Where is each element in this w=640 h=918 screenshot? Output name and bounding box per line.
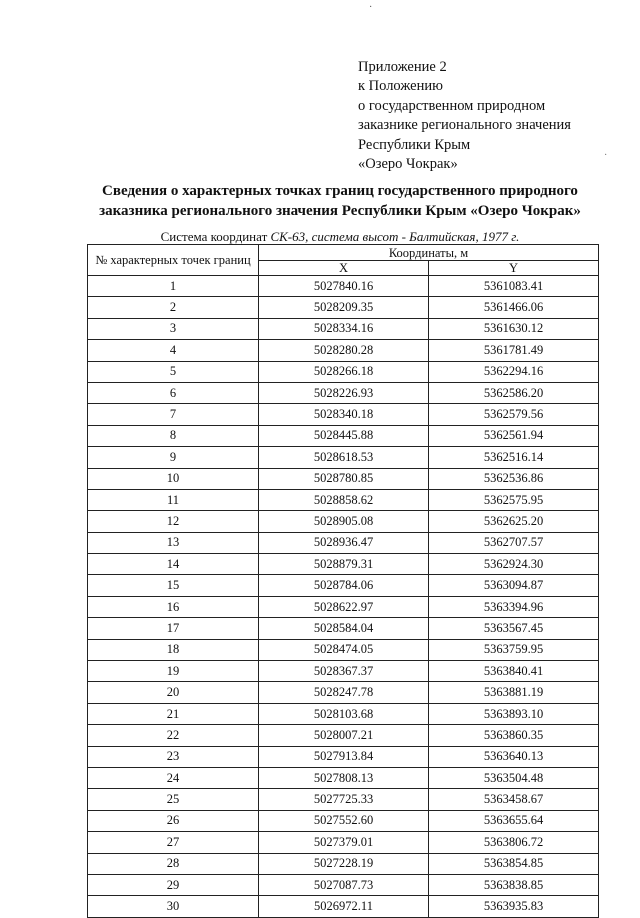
- x-coordinate-cell: 5027379.01: [259, 832, 429, 853]
- appendix-line: «Озеро Чокрак»: [358, 156, 458, 173]
- y-coordinate-cell: 5363935.83: [429, 896, 599, 917]
- y-coordinate-cell: 5362575.95: [429, 489, 599, 510]
- x-coordinate-cell: 5028367.37: [259, 661, 429, 682]
- appendix-line: Республики Крым: [358, 136, 471, 153]
- x-coordinate-cell: 5027725.33: [259, 789, 429, 810]
- table-row: [88, 361, 599, 382]
- table-row: [88, 297, 599, 318]
- point-number-cell: 17: [88, 618, 259, 639]
- point-number-cell: 30: [88, 896, 259, 917]
- x-coordinate-cell: 5028340.18: [259, 404, 429, 425]
- y-coordinate-cell: 5363759.95: [429, 639, 599, 660]
- y-coordinate-cell: 5362586.20: [429, 382, 599, 403]
- point-number-cell: 29: [88, 874, 259, 895]
- appendix-line: Приложение 2: [358, 59, 447, 75]
- x-coordinate-cell: 5028247.78: [259, 682, 429, 703]
- y-coordinate-cell: 5363640.13: [429, 746, 599, 767]
- y-coordinate-cell: 5363838.85: [429, 874, 599, 895]
- table-row: [88, 789, 599, 810]
- caption-prefix: Система координат: [160, 229, 271, 244]
- y-coordinate-cell: 5362536.86: [429, 468, 599, 489]
- y-coordinate-cell: 5362294.16: [429, 361, 599, 382]
- x-coordinate-cell: 5028445.88: [259, 425, 429, 446]
- point-number-cell: 4: [88, 340, 259, 361]
- point-number-cell: 27: [88, 832, 259, 853]
- title-line-2: заказника регионального значения Республики Крым «Озеро Чокрак»: [99, 203, 581, 219]
- point-number-cell: 8: [88, 425, 259, 446]
- point-number-cell: 19: [88, 661, 259, 682]
- y-coordinate-cell: 5361466.06: [429, 297, 599, 318]
- y-coordinate-cell: 5363893.10: [429, 703, 599, 724]
- point-number-cell: 7: [88, 404, 259, 425]
- table-row: [88, 703, 599, 724]
- table-row: [88, 489, 599, 510]
- y-coordinate-cell: 5363806.72: [429, 832, 599, 853]
- x-coordinate-cell: 5027840.16: [259, 276, 429, 297]
- x-coordinate-cell: 5028622.97: [259, 596, 429, 617]
- point-number-cell: 14: [88, 554, 259, 575]
- point-number-cell: 16: [88, 596, 259, 617]
- y-coordinate-cell: 5362516.14: [429, 447, 599, 468]
- y-coordinate-cell: 5362561.94: [429, 425, 599, 446]
- x-coordinate-cell: 5028266.18: [259, 361, 429, 382]
- table-row: [88, 682, 599, 703]
- table-row: [88, 639, 599, 660]
- y-coordinate-cell: 5362924.30: [429, 554, 599, 575]
- table-body: [88, 276, 599, 918]
- point-number-cell: 23: [88, 746, 259, 767]
- x-coordinate-cell: 5028007.21: [259, 725, 429, 746]
- point-number-cell: 28: [88, 853, 259, 874]
- x-coordinate-cell: 5027228.19: [259, 853, 429, 874]
- x-coordinate-cell: 5028905.08: [259, 511, 429, 532]
- point-number-cell: 1: [88, 276, 259, 297]
- header-y: Y: [429, 261, 599, 276]
- x-coordinate-cell: 5027913.84: [259, 746, 429, 767]
- point-number-cell: 21: [88, 703, 259, 724]
- x-coordinate-cell: 5028474.05: [259, 639, 429, 660]
- y-coordinate-cell: 5361781.49: [429, 340, 599, 361]
- point-number-cell: 12: [88, 511, 259, 532]
- point-number-cell: 15: [88, 575, 259, 596]
- document-title: [60, 181, 620, 221]
- x-coordinate-cell: 5028879.31: [259, 554, 429, 575]
- table-row: [88, 810, 599, 831]
- table-row: [88, 661, 599, 682]
- appendix-header: [358, 58, 628, 174]
- x-coordinate-cell: 5028226.93: [259, 382, 429, 403]
- point-number-cell: 9: [88, 447, 259, 468]
- caption-italic: СК-63, система высот - Балтийская, 1977 г.: [270, 229, 520, 244]
- point-number-cell: 3: [88, 318, 259, 339]
- x-coordinate-cell: 5028936.47: [259, 532, 429, 553]
- table-row: [88, 853, 599, 874]
- table-row: [88, 382, 599, 403]
- y-coordinate-cell: 5363854.85: [429, 853, 599, 874]
- y-coordinate-cell: 5363504.48: [429, 767, 599, 788]
- point-number-cell: 11: [88, 489, 259, 510]
- y-coordinate-cell: 5362707.57: [429, 532, 599, 553]
- point-number-cell: 26: [88, 810, 259, 831]
- point-number-cell: 20: [88, 682, 259, 703]
- y-coordinate-cell: 5362625.20: [429, 511, 599, 532]
- x-coordinate-cell: 5028209.35: [259, 297, 429, 318]
- coordinates-table: [87, 244, 599, 918]
- table-row: [88, 896, 599, 917]
- point-number-cell: 22: [88, 725, 259, 746]
- y-coordinate-cell: 5362579.56: [429, 404, 599, 425]
- table-row: [88, 596, 599, 617]
- table-row: [88, 318, 599, 339]
- table-row: [88, 832, 599, 853]
- table-row: [88, 425, 599, 446]
- y-coordinate-cell: 5363094.87: [429, 575, 599, 596]
- y-coordinate-cell: 5361083.41: [429, 276, 599, 297]
- x-coordinate-cell: 5028784.06: [259, 575, 429, 596]
- point-number-cell: 10: [88, 468, 259, 489]
- x-coordinate-cell: 5028618.53: [259, 447, 429, 468]
- table-row: [88, 725, 599, 746]
- table-row: [88, 532, 599, 553]
- x-coordinate-cell: 5027808.13: [259, 767, 429, 788]
- table-row: [88, 618, 599, 639]
- appendix-line: заказнике регионального значения: [358, 117, 571, 134]
- y-coordinate-cell: 5363881.19: [429, 682, 599, 703]
- table-row: [88, 575, 599, 596]
- coordinate-system-caption: [140, 229, 540, 244]
- x-coordinate-cell: 5028584.04: [259, 618, 429, 639]
- point-number-cell: 2: [88, 297, 259, 318]
- header-coordinates: Координаты, м: [259, 245, 599, 261]
- x-coordinate-cell: 5028858.62: [259, 489, 429, 510]
- appendix-line: к Положению: [358, 78, 443, 95]
- point-number-cell: 24: [88, 767, 259, 788]
- x-coordinate-cell: 5027552.60: [259, 810, 429, 831]
- y-coordinate-cell: 5363840.41: [429, 661, 599, 682]
- header-point-number: № характерных точек границ: [88, 245, 259, 276]
- title-line-1: Сведения о характерных точках границ государственного природного: [102, 183, 578, 199]
- y-coordinate-cell: 5363655.64: [429, 810, 599, 831]
- x-coordinate-cell: 5026972.11: [259, 896, 429, 917]
- y-coordinate-cell: 5363860.35: [429, 725, 599, 746]
- table-row: [88, 511, 599, 532]
- table-row: [88, 746, 599, 767]
- x-coordinate-cell: 5027087.73: [259, 874, 429, 895]
- header-x: X: [259, 261, 429, 276]
- x-coordinate-cell: 5028334.16: [259, 318, 429, 339]
- point-number-cell: 25: [88, 789, 259, 810]
- table-row: [88, 554, 599, 575]
- table-row: [88, 404, 599, 425]
- table-row: [88, 468, 599, 489]
- table-row: [88, 447, 599, 468]
- scan-mark-top: ·: [369, 2, 373, 13]
- y-coordinate-cell: 5363458.67: [429, 789, 599, 810]
- table-row: [88, 340, 599, 361]
- table-row: [88, 276, 599, 297]
- y-coordinate-cell: 5363394.96: [429, 596, 599, 617]
- point-number-cell: 6: [88, 382, 259, 403]
- x-coordinate-cell: 5028280.28: [259, 340, 429, 361]
- y-coordinate-cell: 5361630.12: [429, 318, 599, 339]
- y-coordinate-cell: 5363567.45: [429, 618, 599, 639]
- point-number-cell: 5: [88, 361, 259, 382]
- x-coordinate-cell: 5028103.68: [259, 703, 429, 724]
- table-row: [88, 874, 599, 895]
- point-number-cell: 18: [88, 639, 259, 660]
- point-number-cell: 13: [88, 532, 259, 553]
- table-row: [88, 767, 599, 788]
- x-coordinate-cell: 5028780.85: [259, 468, 429, 489]
- appendix-line: о государственном природном: [358, 97, 546, 114]
- scan-mark-right: ·: [604, 150, 608, 161]
